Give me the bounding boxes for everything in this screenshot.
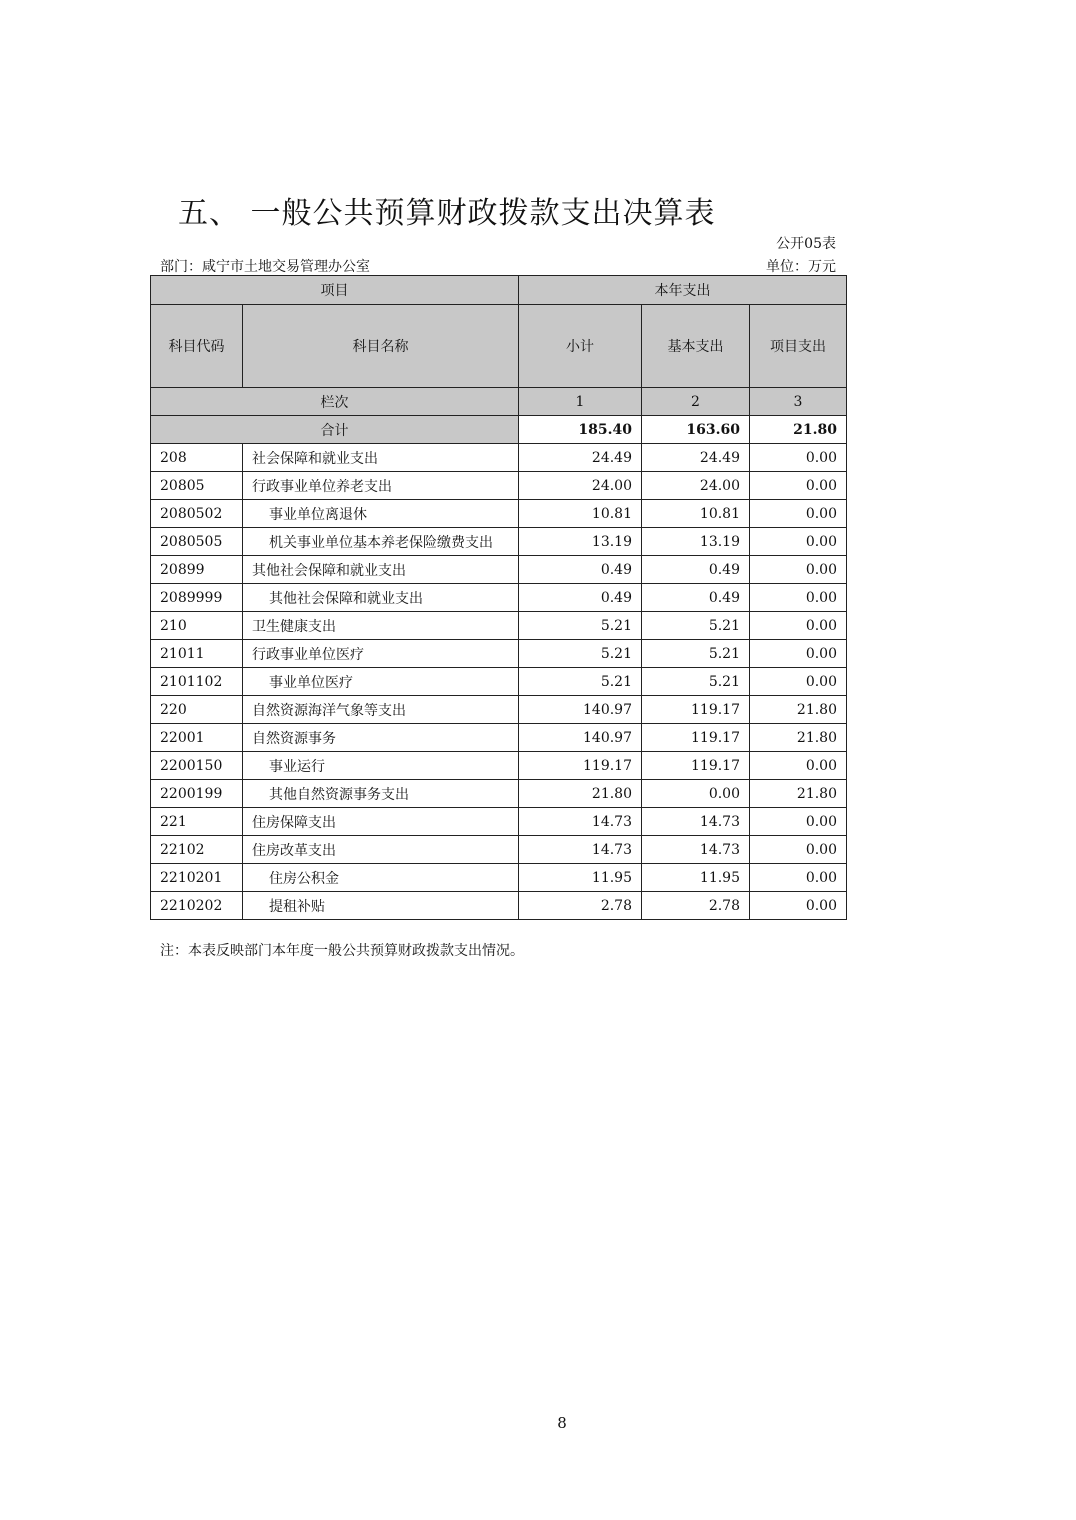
header-basic: 基本支出 bbox=[642, 305, 750, 388]
row-project: 0.00 bbox=[750, 444, 847, 472]
row-basic: 119.17 bbox=[642, 696, 750, 724]
header-column-label: 栏次 bbox=[151, 388, 519, 416]
row-project: 0.00 bbox=[750, 528, 847, 556]
row-name: 行政事业单位养老支出 bbox=[243, 472, 519, 500]
row-code: 220 bbox=[151, 696, 243, 724]
row-subtotal: 140.97 bbox=[519, 696, 642, 724]
row-project: 0.00 bbox=[750, 640, 847, 668]
row-basic: 10.81 bbox=[642, 500, 750, 528]
row-name: 住房保障支出 bbox=[243, 808, 519, 836]
row-basic: 119.17 bbox=[642, 752, 750, 780]
header-subtotal: 小计 bbox=[519, 305, 642, 388]
row-project: 0.00 bbox=[750, 864, 847, 892]
header-item: 项目 bbox=[151, 276, 519, 305]
row-code: 2080502 bbox=[151, 500, 243, 528]
header-name: 科目名称 bbox=[243, 305, 519, 388]
row-subtotal: 5.21 bbox=[519, 668, 642, 696]
row-subtotal: 24.49 bbox=[519, 444, 642, 472]
total-label: 合计 bbox=[151, 416, 519, 444]
row-subtotal: 14.73 bbox=[519, 808, 642, 836]
header-current-year: 本年支出 bbox=[519, 276, 847, 305]
row-code: 2200199 bbox=[151, 780, 243, 808]
row-name: 住房改革支出 bbox=[243, 836, 519, 864]
row-subtotal: 24.00 bbox=[519, 472, 642, 500]
unit-label: 单位：万元 bbox=[766, 259, 836, 275]
row-basic: 0.49 bbox=[642, 556, 750, 584]
row-name: 其他社会保障和就业支出 bbox=[243, 584, 519, 612]
header-col1: 1 bbox=[519, 388, 642, 416]
row-project: 0.00 bbox=[750, 836, 847, 864]
row-subtotal: 21.80 bbox=[519, 780, 642, 808]
row-code: 2200150 bbox=[151, 752, 243, 780]
row-name: 其他自然资源事务支出 bbox=[243, 780, 519, 808]
table-note: 注：本表反映部门本年度一般公共预算财政拨款支出情况。 bbox=[160, 943, 524, 959]
row-name: 事业运行 bbox=[243, 752, 519, 780]
row-subtotal: 13.19 bbox=[519, 528, 642, 556]
total-project: 21.80 bbox=[750, 416, 847, 444]
expenditure-table bbox=[150, 275, 847, 920]
row-code: 2080505 bbox=[151, 528, 243, 556]
row-project: 0.00 bbox=[750, 556, 847, 584]
table-row bbox=[151, 808, 847, 836]
table-row bbox=[151, 836, 847, 864]
row-subtotal: 140.97 bbox=[519, 724, 642, 752]
table-row bbox=[151, 528, 847, 556]
table-row bbox=[151, 724, 847, 752]
row-basic: 13.19 bbox=[642, 528, 750, 556]
row-project: 0.00 bbox=[750, 892, 847, 920]
row-basic: 2.78 bbox=[642, 892, 750, 920]
header-col3: 3 bbox=[750, 388, 847, 416]
row-name: 社会保障和就业支出 bbox=[243, 444, 519, 472]
row-name: 卫生健康支出 bbox=[243, 612, 519, 640]
row-name: 行政事业单位医疗 bbox=[243, 640, 519, 668]
row-basic: 11.95 bbox=[642, 864, 750, 892]
header-col2: 2 bbox=[642, 388, 750, 416]
row-code: 2210202 bbox=[151, 892, 243, 920]
row-project: 21.80 bbox=[750, 696, 847, 724]
row-code: 22102 bbox=[151, 836, 243, 864]
row-basic: 5.21 bbox=[642, 612, 750, 640]
header-project: 项目支出 bbox=[750, 305, 847, 388]
table-row bbox=[151, 500, 847, 528]
row-basic: 14.73 bbox=[642, 808, 750, 836]
row-name: 机关事业单位基本养老保险缴费支出 bbox=[243, 528, 519, 556]
row-project: 21.80 bbox=[750, 780, 847, 808]
row-code: 2089999 bbox=[151, 584, 243, 612]
row-code: 208 bbox=[151, 444, 243, 472]
row-subtotal: 0.49 bbox=[519, 556, 642, 584]
table-row bbox=[151, 864, 847, 892]
row-code: 20899 bbox=[151, 556, 243, 584]
total-basic: 163.60 bbox=[642, 416, 750, 444]
table-row bbox=[151, 752, 847, 780]
table-row bbox=[151, 696, 847, 724]
row-name: 住房公积金 bbox=[243, 864, 519, 892]
row-code: 210 bbox=[151, 612, 243, 640]
row-subtotal: 5.21 bbox=[519, 612, 642, 640]
table-row bbox=[151, 612, 847, 640]
department-label: 部门：咸宁市土地交易管理办公室 bbox=[160, 259, 370, 275]
row-subtotal: 119.17 bbox=[519, 752, 642, 780]
row-code: 221 bbox=[151, 808, 243, 836]
table-row bbox=[151, 892, 847, 920]
table-row bbox=[151, 472, 847, 500]
row-basic: 119.17 bbox=[642, 724, 750, 752]
row-basic: 5.21 bbox=[642, 668, 750, 696]
table-row bbox=[151, 780, 847, 808]
row-subtotal: 2.78 bbox=[519, 892, 642, 920]
row-subtotal: 10.81 bbox=[519, 500, 642, 528]
header-code: 科目代码 bbox=[151, 305, 243, 388]
row-project: 0.00 bbox=[750, 472, 847, 500]
row-name: 提租补贴 bbox=[243, 892, 519, 920]
row-subtotal: 5.21 bbox=[519, 640, 642, 668]
row-project: 0.00 bbox=[750, 612, 847, 640]
row-basic: 24.49 bbox=[642, 444, 750, 472]
row-name: 自然资源海洋气象等支出 bbox=[243, 696, 519, 724]
total-row bbox=[151, 416, 847, 444]
row-basic: 0.49 bbox=[642, 584, 750, 612]
row-basic: 14.73 bbox=[642, 836, 750, 864]
row-basic: 5.21 bbox=[642, 640, 750, 668]
row-project: 0.00 bbox=[750, 668, 847, 696]
row-project: 0.00 bbox=[750, 808, 847, 836]
page-title: 五、 一般公共预算财政拨款支出决算表 bbox=[178, 196, 716, 231]
row-basic: 24.00 bbox=[642, 472, 750, 500]
row-project: 21.80 bbox=[750, 724, 847, 752]
row-subtotal: 0.49 bbox=[519, 584, 642, 612]
row-subtotal: 14.73 bbox=[519, 836, 642, 864]
row-name: 事业单位医疗 bbox=[243, 668, 519, 696]
page-number: 8 bbox=[557, 1414, 567, 1432]
row-subtotal: 11.95 bbox=[519, 864, 642, 892]
table-row bbox=[151, 556, 847, 584]
row-name: 其他社会保障和就业支出 bbox=[243, 556, 519, 584]
row-code: 22001 bbox=[151, 724, 243, 752]
row-basic: 0.00 bbox=[642, 780, 750, 808]
row-code: 21011 bbox=[151, 640, 243, 668]
total-subtotal: 185.40 bbox=[519, 416, 642, 444]
row-code: 20805 bbox=[151, 472, 243, 500]
row-name: 自然资源事务 bbox=[243, 724, 519, 752]
table-row bbox=[151, 640, 847, 668]
table-code: 公开05表 bbox=[776, 236, 836, 252]
row-project: 0.00 bbox=[750, 752, 847, 780]
row-name: 事业单位离退休 bbox=[243, 500, 519, 528]
table-row bbox=[151, 668, 847, 696]
row-project: 0.00 bbox=[750, 584, 847, 612]
table-row bbox=[151, 444, 847, 472]
table-row bbox=[151, 584, 847, 612]
row-code: 2210201 bbox=[151, 864, 243, 892]
row-code: 2101102 bbox=[151, 668, 243, 696]
row-project: 0.00 bbox=[750, 500, 847, 528]
